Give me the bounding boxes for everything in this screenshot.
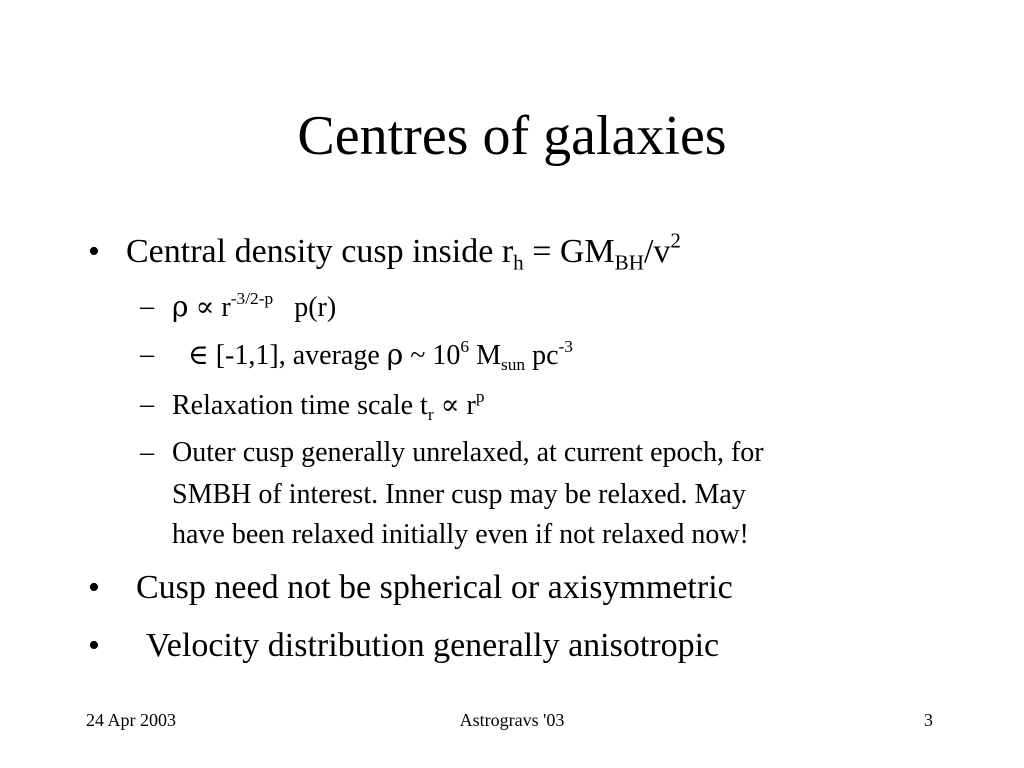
subbullet-outer-cusp-line1: Outer cusp generally unrelaxed, at current epoch, for — [172, 437, 764, 468]
bullet-marker: • — [88, 233, 100, 270]
s2-text-c: M — [469, 340, 501, 371]
element-of-symbol: ∈ — [188, 338, 209, 371]
footer-event: Astrogravs '03 — [459, 710, 565, 730]
s3-sub-r: r — [427, 405, 434, 425]
s2-text-b: ~ 10 — [403, 340, 461, 371]
s2-text-d: pc — [525, 340, 559, 371]
bullet-cusp-not-spherical: Cusp need not be spherical or axisymmetric — [136, 569, 733, 606]
b1-text-a: Central density cusp inside r — [126, 233, 514, 270]
s1-text-b: p(r) — [273, 292, 337, 323]
s1-sup-exponent: -3/2-p — [230, 288, 274, 308]
b1-sub-h: h — [513, 250, 524, 275]
subbullet-outer-cusp-line2: SMBH of interest. Inner cusp may be relaxed. May — [172, 479, 746, 510]
bullet-central-density-cusp — [126, 228, 681, 275]
rho-symbol: ρ — [172, 290, 189, 323]
subbullet-rho-proportional — [172, 290, 336, 325]
dash-marker: – — [140, 291, 154, 322]
proportional-symbol: ∝ — [440, 388, 460, 421]
bullet-velocity-anisotropic: Velocity distribution generally anisotropic — [146, 627, 720, 664]
rho-symbol: ρ — [386, 338, 404, 371]
b1-text-c: /v — [643, 233, 671, 270]
bullet-marker: • — [88, 627, 100, 664]
s3-sup-p: p — [475, 386, 485, 406]
s1-text-a: r — [214, 292, 231, 323]
footer-date: 24 Apr 2003 — [86, 710, 176, 730]
b1-sub-bh: BH — [614, 250, 644, 275]
subbullet-relaxation-time — [172, 388, 485, 423]
dash-marker: – — [140, 339, 154, 370]
b1-sup-2: 2 — [670, 228, 681, 253]
s2-sup-6: 6 — [460, 336, 470, 356]
slide-title: Centres of galaxies — [297, 105, 727, 167]
subbullet-outer-cusp-line3: have been relaxed initially even if not relaxed now! — [172, 519, 749, 550]
s3-text-b: r — [459, 390, 476, 421]
proportional-symbol: ∝ — [195, 290, 215, 323]
b1-text-b: = GM — [523, 233, 615, 270]
s3-text-a: Relaxation time scale t — [172, 390, 428, 421]
s2-text-a: [-1,1], average — [208, 340, 387, 371]
bullet-marker: • — [88, 569, 100, 606]
dash-marker: – — [140, 437, 154, 468]
subbullet-element-of-range — [188, 338, 573, 373]
footer-page-number: 3 — [924, 710, 933, 730]
s2-sup-minus3: -3 — [558, 336, 573, 356]
dash-marker: – — [140, 389, 154, 420]
s2-sub-sun: sun — [500, 355, 526, 375]
